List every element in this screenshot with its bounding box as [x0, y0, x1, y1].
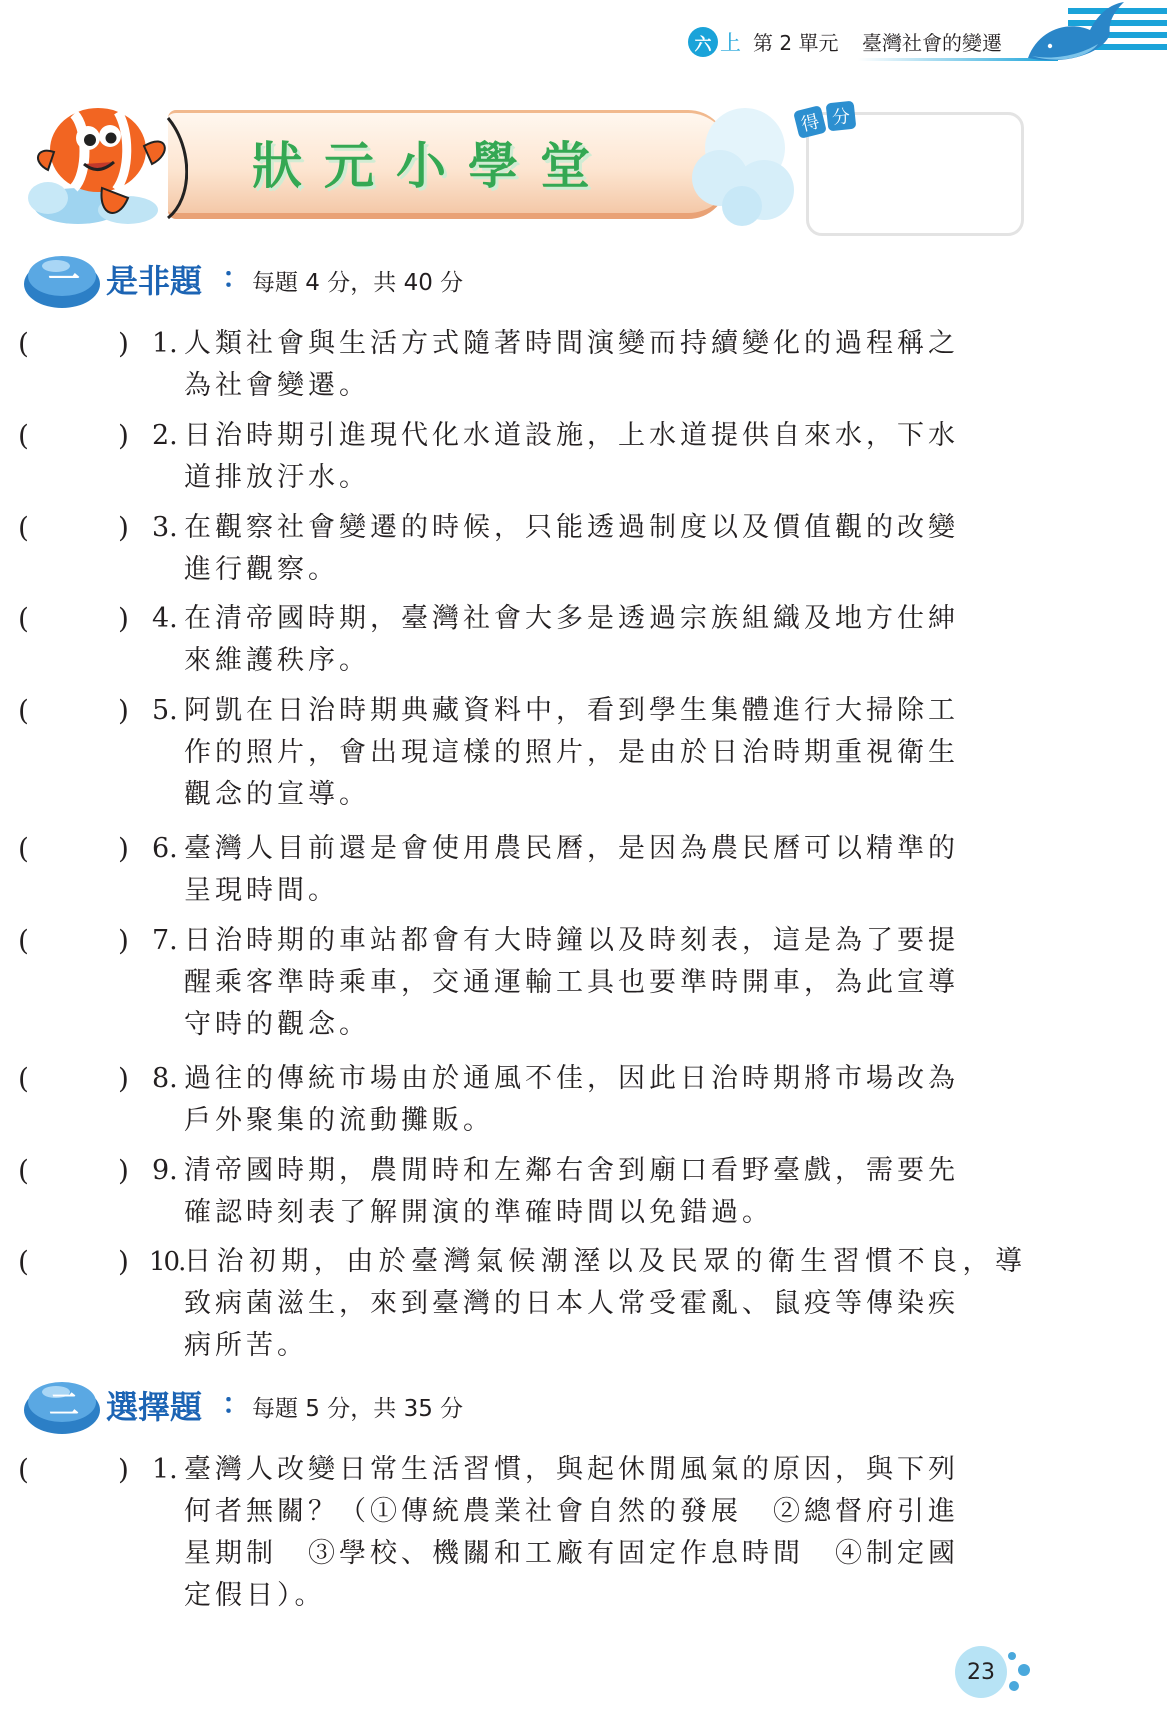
- question-text-line: 定假日）。: [184, 1580, 326, 1611]
- answer-blank-close[interactable]: ): [118, 511, 129, 544]
- question-text-line: 病所苦。: [184, 1330, 308, 1361]
- question-number: 5.: [152, 695, 178, 726]
- question-text-line: 日治時期引進現代化水道設施，上水道提供自來水，下水: [184, 420, 959, 451]
- cloud-decoration-icon: [690, 98, 800, 228]
- bubbles-icon: [1000, 1642, 1040, 1702]
- score-label-fen: 分: [826, 101, 857, 132]
- question-number: 8.: [152, 1063, 178, 1094]
- question-text-line: 人類社會與生活方式隨著時間演變而持續變化的過程稱之: [184, 328, 959, 359]
- question-number: 9.: [152, 1155, 178, 1186]
- answer-blank-open[interactable]: (: [18, 832, 29, 865]
- section-scoring-rule: 每題 4 分，共 40 分: [252, 270, 464, 296]
- section-scoring-rule: 每題 5 分，共 35 分: [252, 1396, 464, 1422]
- question-text-line: 道排放汙水。: [184, 462, 370, 493]
- section-title: 選擇題: [106, 1388, 203, 1426]
- question-number: 3.: [152, 512, 178, 543]
- question-text-line: 觀念的宣導。: [184, 779, 370, 810]
- answer-blank-open[interactable]: (: [18, 1062, 29, 1095]
- question-text-line: 醒乘客準時乘車，交通運輸工具也要準時開車，為此宣導: [184, 967, 959, 998]
- question-text-line: 在觀察社會變遷的時候，只能透過制度以及價值觀的改變: [184, 512, 959, 543]
- answer-blank-close[interactable]: ): [118, 327, 129, 360]
- score-label-de: 得: [793, 105, 827, 139]
- question-number: 2.: [152, 420, 178, 451]
- answer-blank-close[interactable]: ): [118, 924, 129, 957]
- question-text-line: 臺灣人目前還是會使用農民曆，是因為農民曆可以精準的: [184, 833, 959, 864]
- answer-blank-open[interactable]: (: [18, 1245, 29, 1278]
- question-text-line: 確認時刻表了解開演的準確時間以免錯過。: [184, 1197, 773, 1228]
- answer-blank-open[interactable]: (: [18, 602, 29, 635]
- answer-blank-open[interactable]: (: [18, 419, 29, 452]
- page-title: 狀元小學堂: [252, 137, 612, 195]
- question-text-line: 日治時期的車站都會有大時鐘以及時刻表，這是為了要提: [184, 925, 959, 956]
- section-title: 是非題: [106, 262, 203, 300]
- question-number: 10.: [149, 1247, 185, 1277]
- question-number: 7.: [152, 925, 178, 956]
- answer-blank-open[interactable]: (: [18, 327, 29, 360]
- answer-blank-close[interactable]: ): [118, 602, 129, 635]
- answer-blank-open[interactable]: (: [18, 1154, 29, 1187]
- section-number: 二: [49, 1388, 79, 1423]
- grade-term: 上: [720, 31, 741, 55]
- question-text-line: 呈現時間。: [184, 875, 339, 906]
- question-number: 6.: [152, 833, 178, 864]
- question-text-line: 守時的觀念。: [184, 1009, 370, 1040]
- answer-blank-close[interactable]: ): [118, 1453, 129, 1486]
- grade-badge: 六: [688, 27, 718, 57]
- section-true-false-header: [22, 250, 622, 310]
- question-text-line: 阿凱在日治時期典藏資料中，看到學生集體進行大掃除工: [184, 695, 959, 726]
- question-text-line: 星期制 ③學校、機關和工廠有固定作息時間 ④制定國: [184, 1538, 959, 1569]
- score-box[interactable]: [806, 112, 1024, 236]
- answer-blank-open[interactable]: (: [18, 1453, 29, 1486]
- answer-blank-close[interactable]: ): [118, 1154, 129, 1187]
- section-colon: ：: [222, 261, 251, 294]
- clownfish-mascot-icon: [18, 88, 188, 238]
- question-number: 1.: [152, 328, 178, 359]
- section-colon: ：: [222, 1387, 251, 1420]
- answer-blank-close[interactable]: ): [118, 832, 129, 865]
- page-number: 23: [955, 1646, 1007, 1698]
- answer-blank-close[interactable]: ): [118, 1245, 129, 1278]
- answer-blank-open[interactable]: (: [18, 924, 29, 957]
- question-text-line: 來維護秩序。: [184, 645, 370, 676]
- question-number: 4.: [152, 603, 178, 634]
- question-text-line: 進行觀察。: [184, 554, 339, 585]
- answer-blank-close[interactable]: ): [118, 1062, 129, 1095]
- question-text-line: 過往的傳統市場由於通風不佳，因此日治時期將市場改為: [184, 1063, 959, 1094]
- unit-topic: 臺灣社會的變遷: [862, 31, 1002, 55]
- question-text-line: 戶外聚集的流動攤販。: [184, 1105, 494, 1136]
- answer-blank-close[interactable]: ): [118, 694, 129, 727]
- question-text-line: 臺灣人改變日常生活習慣，與起休閒風氣的原因，與下列: [184, 1454, 959, 1485]
- question-text-line: 致病菌滋生，來到臺灣的日本人常受霍亂、鼠疫等傳染疾: [184, 1288, 959, 1319]
- question-number: 1.: [152, 1454, 178, 1485]
- section-number: 一: [47, 260, 80, 298]
- question-text-line: 作的照片，會出現這樣的照片，是由於日治時期重視衛生: [184, 737, 959, 768]
- answer-blank-open[interactable]: (: [18, 694, 29, 727]
- whale-icon: [1028, 0, 1167, 66]
- answer-blank-close[interactable]: ): [118, 419, 129, 452]
- unit-label: 第 2 單元: [753, 31, 839, 55]
- answer-blank-open[interactable]: (: [18, 511, 29, 544]
- question-text-line: 為社會變遷。: [184, 370, 370, 401]
- question-text-line: 在清帝國時期，臺灣社會大多是透過宗族組織及地方仕紳: [184, 603, 959, 634]
- question-text-line: 清帝國時期，農閒時和左鄰右舍到廟口看野臺戲，需要先: [184, 1155, 959, 1186]
- question-text-line: 何者無關？（①傳統農業社會自然的發展 ②總督府引進: [184, 1496, 959, 1527]
- page-header: [0, 0, 1167, 70]
- question-text-line: 日治初期，由於臺灣氣候潮溼以及民眾的衛生習慣不良，導: [184, 1246, 1026, 1277]
- section-multiple-choice-header: [22, 1376, 622, 1436]
